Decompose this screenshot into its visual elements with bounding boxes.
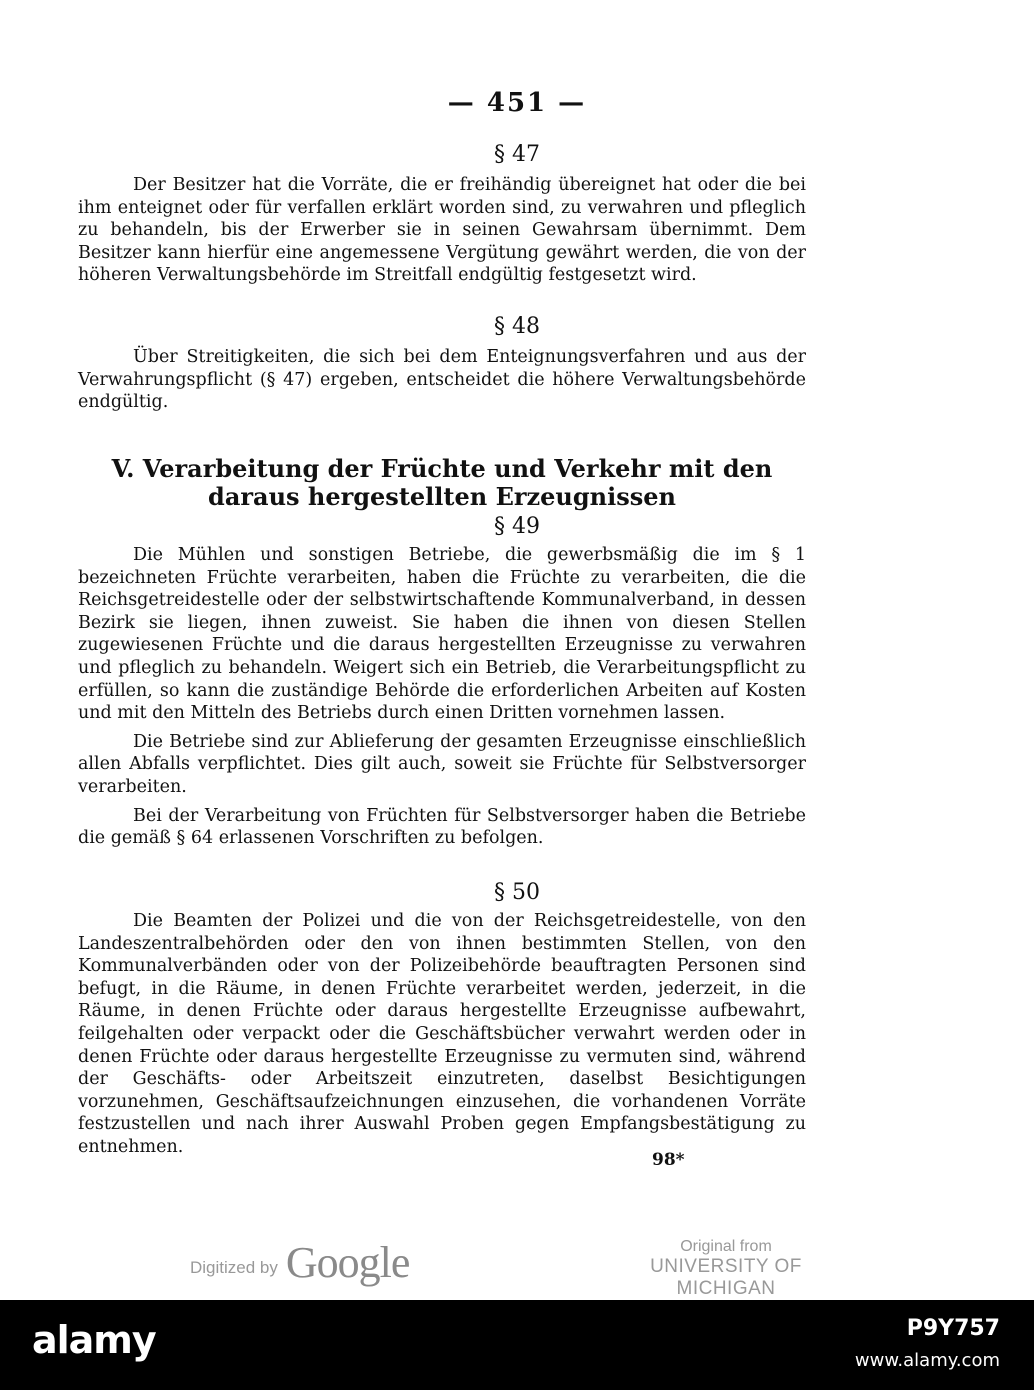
section-49-paragraph-3: Bei der Verarbeitung von Früchten für Selbstversorger haben die Betriebe die gemäß § 64 erlassenen Vorschriften zu befolgen. xyxy=(78,805,806,849)
original-from-footer xyxy=(600,1238,852,1300)
section-48-paragraph-1: Über Streitigkeiten, die sich bei dem Enteignungsverfahren und aus der Verwahrungspflicht (§ 47) ergeben, entscheidet die höhere Verwaltungsbehörde endgültig. xyxy=(78,347,806,413)
original-from-label: Original from xyxy=(680,1238,772,1255)
section-heading-49: § 49 xyxy=(494,514,540,539)
section-48-body xyxy=(78,346,806,414)
digitized-by-label: Digitized by xyxy=(190,1258,278,1277)
stock-watermark-bar xyxy=(0,1300,1034,1390)
section-47-paragraph-1: Der Besitzer hat die Vorräte, die er freihändig übereignet hat oder die bei ihm enteignet oder für verfallen erklärt worden sind, zu verwahren und pfleglich zu behandeln, bis der Erwerber sie in seinen Gewahrsam übernimmt. Dem Besitzer kann hierfür eine angemessene Vergütung gewährt werden, die von der höheren Verwaltungsbehörde im Streitfall endgültig festgesetzt wird. xyxy=(78,175,806,286)
image-id: P9Y757 xyxy=(906,1316,1000,1341)
section-heading-48: § 48 xyxy=(494,314,540,339)
section-49-paragraph-1: Die Mühlen und sonstigen Betriebe, die gewerbsmäßig die im § 1 bezeichneten Früchte verarbeiten, haben die Früchte zu verarbeiten, die die Reichsgetreidestelle oder der selbstwirtschaftende Kommunalverband, in dessen Bezirk sie liegen, ihnen zuweist. Sie haben die ihnen von diesen Stellen zugewiesenen Früchte und die daraus hergestellten Erzeugnisse zu verwahren und pfleglich zu behandeln. Weigert sich ein Betrieb, die Verarbeitungspflicht zu erfüllen, so kann die zuständige Behörde die erforderlichen Arbeiten auf Kosten und mit den Mitteln des Betriebs durch einen Dritten vornehmen lassen. xyxy=(78,545,806,724)
sheet-number: 98* xyxy=(652,1150,685,1170)
google-logo: Google xyxy=(285,1238,410,1287)
section-49-body xyxy=(78,544,806,850)
section-heading-47: § 47 xyxy=(494,142,540,167)
digitized-by-footer xyxy=(190,1238,409,1288)
institution-name: UNIVERSITY OF MICHIGAN xyxy=(650,1256,802,1299)
chapter-heading: V. Verarbeitung der Früchte und Verkehr mit den daraus hergestellten Erzeugnissen xyxy=(111,454,773,511)
section-47-body xyxy=(78,174,806,287)
watermark-url: www.alamy.com xyxy=(854,1350,1000,1371)
alamy-logo: alamy xyxy=(32,1318,156,1362)
section-50-body xyxy=(78,910,806,1159)
section-49-paragraph-2: Die Betriebe sind zur Ablieferung der gesamten Erzeugnisse einschließlich allen Abfalls verpflichtet. Dies gilt auch, soweit sie Früchte für Selbstversorger verarbeiten. xyxy=(78,731,806,797)
section-heading-50: § 50 xyxy=(494,880,540,905)
section-50-paragraph-1: Die Beamten der Polizei und die von der Reichsgetreidestelle, von den Landeszentralbehörden oder den von ihnen bestimmten Stellen, von den Kommunalverbänden oder von der Polizeibehörde beauftragten Personen sind befugt, in die Räume, in denen Früchte verarbeitet werden, jederzeit, in die Räume, in denen Früchte oder daraus hergestellte Erzeugnisse aufbewahrt, feilgehalten oder verpackt oder die Geschäftsbücher verwahrt werden oder in denen Früchte oder daraus hergestellte Erzeugnisse zu vermuten sind, während der Geschäfts- oder Arbeitszeit einzutreten, daselbst Besichtigungen vorzunehmen, Geschäftsaufzeichnungen einzusehen, die vorhandenen Vorräte festzustellen und nach ihrer Auswahl Proben gegen Empfangsbestätigung zu entnehmen. xyxy=(78,911,806,1157)
page-number: — 451 — xyxy=(447,88,587,118)
